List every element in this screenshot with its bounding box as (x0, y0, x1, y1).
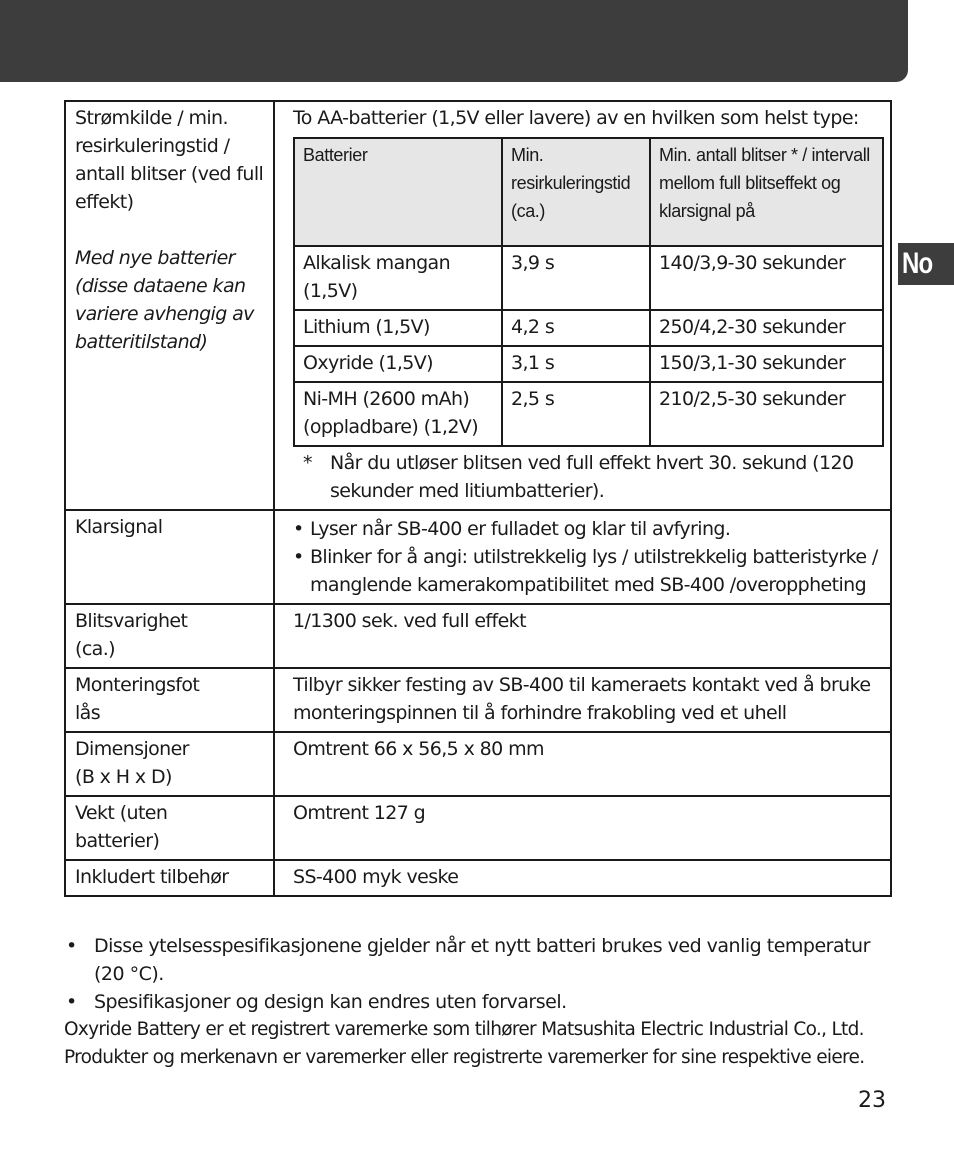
battery-header-row (294, 138, 883, 246)
row-label: Blitsvarighet (ca.) (65, 604, 274, 668)
row-value: Omtrent 127 g (274, 796, 891, 860)
battery-header-cell: Min. resirkuleringstid (ca.) (502, 138, 650, 246)
row-label: Vekt (uten batterier) (65, 796, 274, 860)
battery-header-cell: Min. antall blitser * / intervall mellom full blitseffekt og klarsignal på (650, 138, 883, 246)
row-value (274, 510, 891, 604)
battery-cell: 250/4,2-30 sekunder (650, 310, 883, 346)
note-bullet-text: Disse ytelsesspesifikasjonene gjelder når et nytt batteri brukes ved vanlig temperatur (20 °C). (94, 935, 870, 985)
battery-cell: 140/3,9-30 sekunder (650, 246, 883, 310)
table-row (65, 860, 891, 896)
battery-cell: Lithium (1,5V) (294, 310, 502, 346)
battery-cell: 4,2 s (502, 310, 650, 346)
list-item: • Blinker for å angi: utilstrekkelig lys / utilstrekkelig batteristyrke / manglende kamerakompatibilitet med SB-400 /overoppheting (293, 543, 882, 599)
row-label: Klarsignal (65, 510, 274, 604)
notes-section (64, 932, 894, 1072)
list-item: • Spesifikasjoner og design kan endres uten forvarsel. (64, 988, 894, 1016)
ready-bullet-text: Blinker for å angi: utilstrekkelig lys / utilstrekkelig batteristyrke / manglende kamerakompatibilitet med SB-400 /overoppheting (310, 546, 878, 596)
battery-table (293, 137, 884, 447)
footnote-mark: * (303, 452, 312, 474)
table-row (65, 604, 891, 668)
table-row (65, 668, 891, 732)
row-value: SS-400 myk veske (274, 860, 891, 896)
table-row (65, 510, 891, 604)
table-row (65, 732, 891, 796)
battery-row (294, 246, 883, 310)
footnote-text: Når du utløser blitsen ved full effekt hvert 30. sekund (120 sekunder med litiumbatterier). (330, 452, 854, 502)
row-label (65, 101, 274, 510)
battery-footnote (303, 449, 882, 505)
battery-header-cell: Batterier (294, 138, 502, 246)
trademark-line: Oxyride Battery er et registrert varemerke som tilhører Matsushita Electric Industrial Co., Ltd. (64, 1019, 864, 1040)
ready-bullet-text: Lyser når SB-400 er fulladet og klar til avfyring. (310, 518, 731, 540)
battery-cell: 3,9 s (502, 246, 650, 310)
power-note: Med nye batterier (disse dataene kan variere avhengig av batteritilstand) (75, 247, 254, 353)
battery-cell: Alkalisk mangan (1,5V) (294, 246, 502, 310)
row-label: Dimensjoner (B x H x D) (65, 732, 274, 796)
battery-cell: Ni-MH (2600 mAh) (oppladbare) (1,2V) (294, 382, 502, 446)
power-label: Strømkilde / min. resirkuleringstid / antall blitser (ved full effekt) (75, 107, 264, 213)
row-value: Omtrent 66 x 56,5 x 80 mm (274, 732, 891, 796)
battery-cell: Oxyride (1,5V) (294, 346, 502, 382)
note-bullet-text: Spesifikasjoner og design kan endres uten forvarsel. (94, 991, 567, 1013)
row-label: Monteringsfot lås (65, 668, 274, 732)
power-intro: To AA-batterier (1,5V eller lavere) av en hvilken som helst type: (293, 107, 859, 129)
specifications-table (64, 100, 892, 897)
battery-cell: 210/2,5-30 sekunder (650, 382, 883, 446)
battery-cell: 3,1 s (502, 346, 650, 382)
battery-row (294, 382, 883, 446)
battery-cell: 2,5 s (502, 382, 650, 446)
language-tab: No (898, 243, 954, 285)
page-number: 23 (858, 1088, 886, 1113)
table-row (65, 796, 891, 860)
row-value: 1/1300 sek. ved full effekt (274, 604, 891, 668)
table-row (65, 101, 891, 510)
list-item: • Disse ytelsesspesifikasjonene gjelder når et nytt batteri brukes ved vanlig temperatur (20 °C). (64, 932, 894, 988)
row-value: Tilbyr sikker festing av SB-400 til kameraets kontakt ved å bruke monteringspinnen til å forhindre frakobling ved et uhell (274, 668, 891, 732)
battery-cell: 150/3,1-30 sekunder (650, 346, 883, 382)
row-value (274, 101, 891, 510)
battery-row (294, 346, 883, 382)
list-item: • Lyser når SB-400 er fulladet og klar til avfyring. (293, 515, 882, 543)
battery-row (294, 310, 883, 346)
trademark-line: Produkter og merkenavn er varemerker eller registrerte varemerker for sine respektive eiere. (64, 1047, 865, 1068)
row-label: Inkludert tilbehør (65, 860, 274, 896)
header-bar (0, 0, 908, 82)
